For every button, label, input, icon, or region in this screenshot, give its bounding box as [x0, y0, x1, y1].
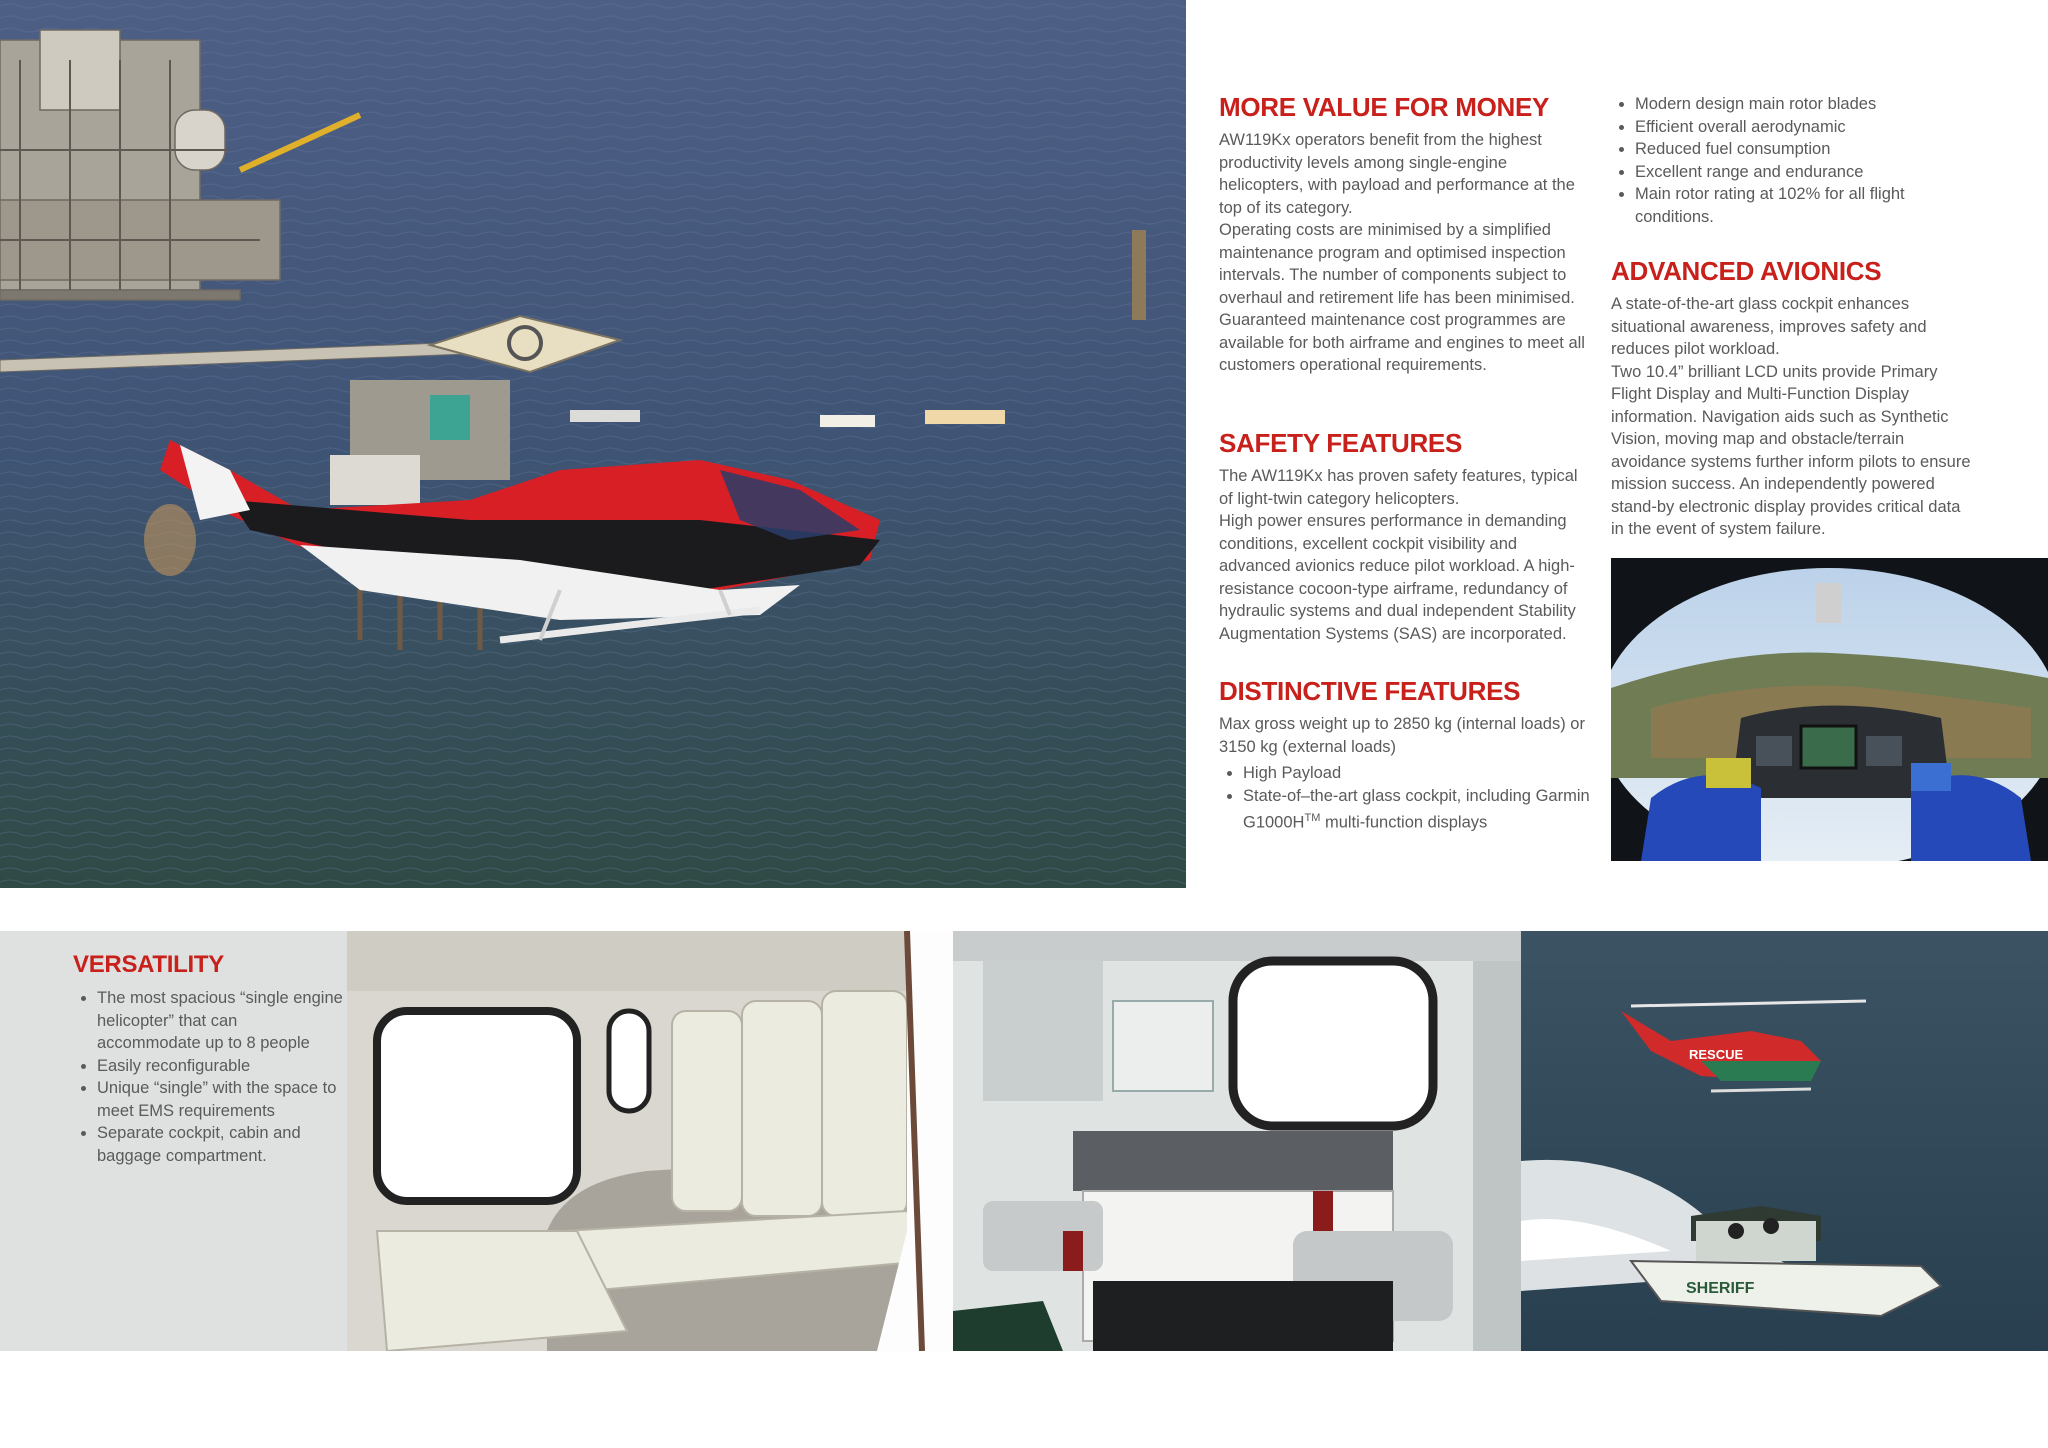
- sheriff-label: SHERIFF: [1686, 1280, 1755, 1297]
- avionics-section: [1611, 256, 1977, 541]
- list-item: • Separate cockpit, cabin and baggage compartment.: [97, 1122, 343, 1167]
- distinctive-heading: DISTINCTIVE FEATURES: [1219, 676, 1521, 706]
- list-item: • Modern design main rotor blades: [1635, 93, 1941, 116]
- avionics-paragraph-2: Two 10.4” brilliant LCD units provide Primary Flight Display and Multi-Function Display information. Navigation aids such as Synthetic Vision, moving map and obstacle/terrain avoidance systems further inform pilots to ensure mission success. An independently powered stand-by electronic display provides critical data in the event of system failure.: [1611, 362, 1971, 538]
- ems-interior-photo: [953, 931, 1521, 1351]
- list-item: • Unique “single” with the space to meet EMS requirements: [97, 1077, 343, 1122]
- safety-paragraph-1: The AW119Kx has proven safety features, typical of light-twin category helicopters.: [1219, 467, 1578, 508]
- distinctive-list: [1219, 762, 1591, 834]
- safety-heading: SAFETY FEATURES: [1219, 428, 1463, 458]
- value-heading: MORE VALUE FOR MONEY: [1219, 92, 1550, 122]
- rescue-label: RESCUE: [1689, 1047, 1744, 1062]
- hero-photo-offshore-helicopter: [0, 0, 1186, 888]
- list-item: • Reduced fuel consumption: [1635, 138, 1941, 161]
- avionics-paragraph-1: A state-of-the-art glass cockpit enhances situational awareness, improves safety and reduces pilot workload.: [1611, 295, 1927, 358]
- list-item: • High Payload: [1243, 762, 1591, 785]
- list-item: • State-of–the-art glass cockpit, including Garmin G1000H™ multi-function displays: [1243, 785, 1591, 835]
- cabin-seats-photo: [347, 931, 953, 1351]
- list-item: • The most spacious “single engine helicopter” that can accommodate up to 8 people: [97, 987, 343, 1055]
- value-section: [1219, 92, 1589, 377]
- list-item: • Efficient overall aerodynamic: [1635, 116, 1941, 139]
- versatility-panel: [0, 931, 347, 1351]
- performance-bullets: [1611, 93, 1941, 228]
- list-item: • Excellent range and endurance: [1635, 161, 1941, 184]
- value-paragraph-3: Guaranteed maintenance cost programmes are available for both airframe and engines to meet all customers operational requirements.: [1219, 311, 1585, 374]
- safety-section: [1219, 428, 1591, 645]
- rescue-boat-photo: [1521, 931, 2048, 1351]
- distinctive-section: [1219, 676, 1591, 834]
- safety-paragraph-2: High power ensures performance in demanding conditions, excellent cockpit visibility and advanced avionics reduce pilot workload. A high-resistance cocoon-type airframe, redundancy of hydraulic systems and dual independent Stability Augmentation Systems (SAS) are incorporated.: [1219, 512, 1576, 643]
- avionics-heading: ADVANCED AVIONICS: [1611, 256, 1882, 286]
- value-paragraph-1: AW119Kx operators benefit from the highest productivity levels among single-engine helicopters, with payload and performance at the top of its category.: [1219, 131, 1575, 217]
- value-paragraph-2: Operating costs are minimised by a simplified maintenance program and optimised inspection intervals. The number of components subject to overhaul and retirement life has been minimised.: [1219, 221, 1575, 307]
- performance-list: [1611, 93, 1941, 228]
- list-item: • Easily reconfigurable: [97, 1055, 343, 1078]
- versatility-heading: VERSATILITY: [73, 951, 224, 978]
- cockpit-photo: [1611, 558, 2048, 861]
- distinctive-intro: Max gross weight up to 2850 kg (internal loads) or 3150 kg (external loads): [1219, 715, 1585, 756]
- list-item: • Main rotor rating at 102% for all flight conditions.: [1635, 183, 1941, 228]
- versatility-list: [73, 987, 343, 1167]
